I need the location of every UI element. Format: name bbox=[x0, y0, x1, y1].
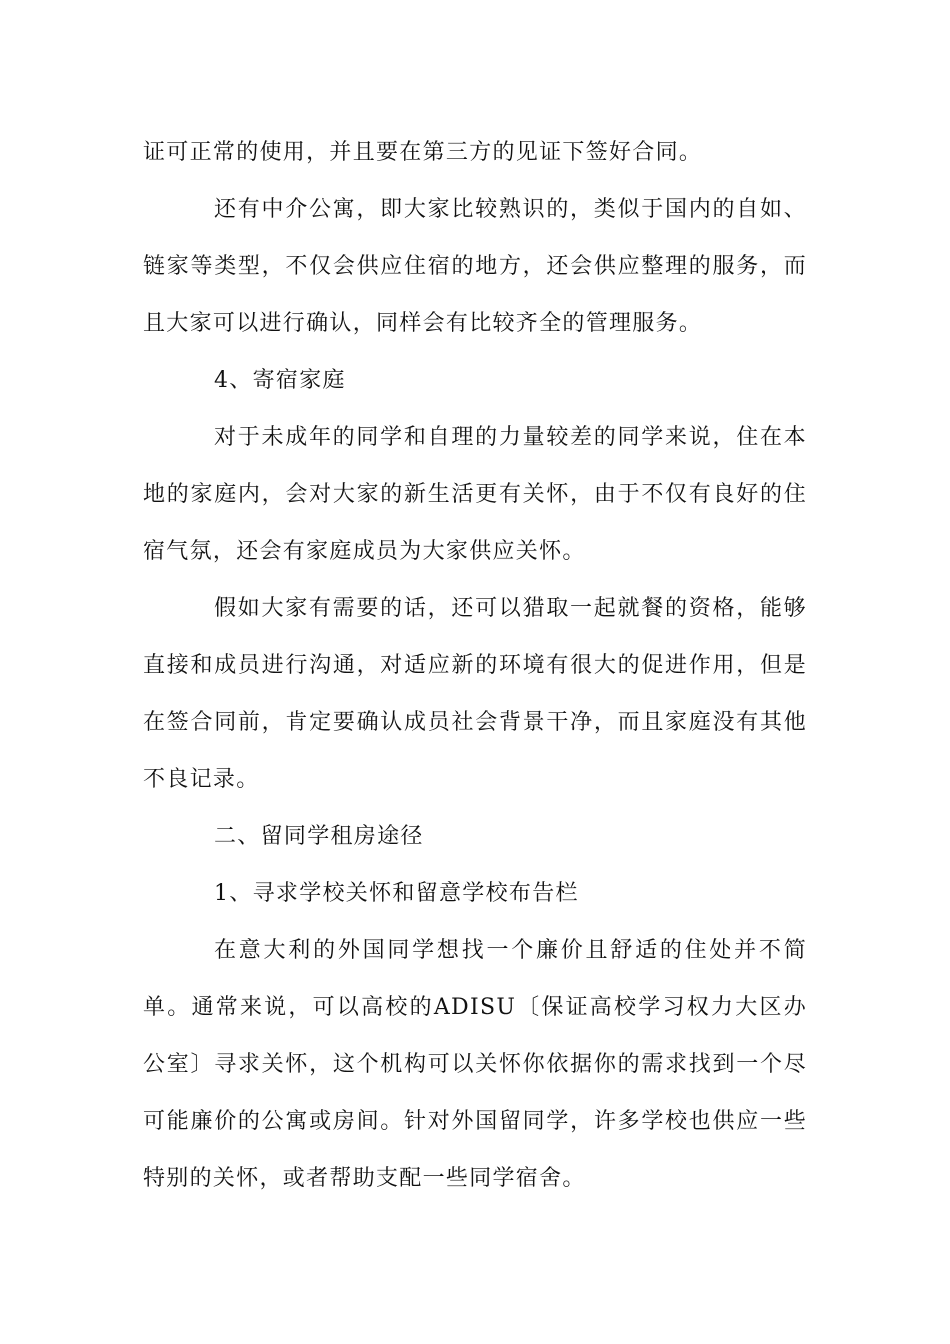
paragraph-agency-apartment: 还有中介公寓，即大家比较熟识的，类似于国内的自如、链家等类型，不仅会供应住宿的地方，还会供应整理的服务，而且大家可以进行确认，同样会有比较齐全的管理服务。 bbox=[143, 197, 807, 336]
paragraph-italy-housing: 在意大利的外国同学想找一个廉价且舒适的住处并不简单。通常来说，可以高校的ADISU〔保证高校学习权力大区办公室〕寻求关怀，这个机构可以关怀你依据你的需求找到一个尽可能廉价的公寓或房间。针对外国留同学，许多学校也供应一些特别的关怀，或者帮助支配一些同学宿舍。 bbox=[143, 938, 807, 1191]
heading-homestay: 4、寄宿家庭 bbox=[214, 368, 346, 393]
heading-rental-channels: 二、留同学租房途径 bbox=[214, 824, 424, 849]
paragraph-homestay-intro: 对于未成年的同学和自理的力量较差的同学来说，住在本地的家庭内，会对大家的新生活更有关怀，由于不仅有良好的住宿气氛，还会有家庭成员为大家供应关怀。 bbox=[143, 425, 807, 564]
paragraph-homestay-dining: 假如大家有需要的话，还可以猎取一起就餐的资格，能够直接和成员进行沟通，对适应新的环境有很大的促进作用，但是在签合同前，肯定要确认成员社会背景干净，而且家庭没有其他不良记录。 bbox=[143, 596, 807, 792]
paragraph-contract-witness: 证可正常的使用，并且要在第三方的见证下签好合同。 bbox=[143, 140, 703, 165]
heading-school-help: 1、寻求学校关怀和留意学校布告栏 bbox=[214, 881, 579, 906]
